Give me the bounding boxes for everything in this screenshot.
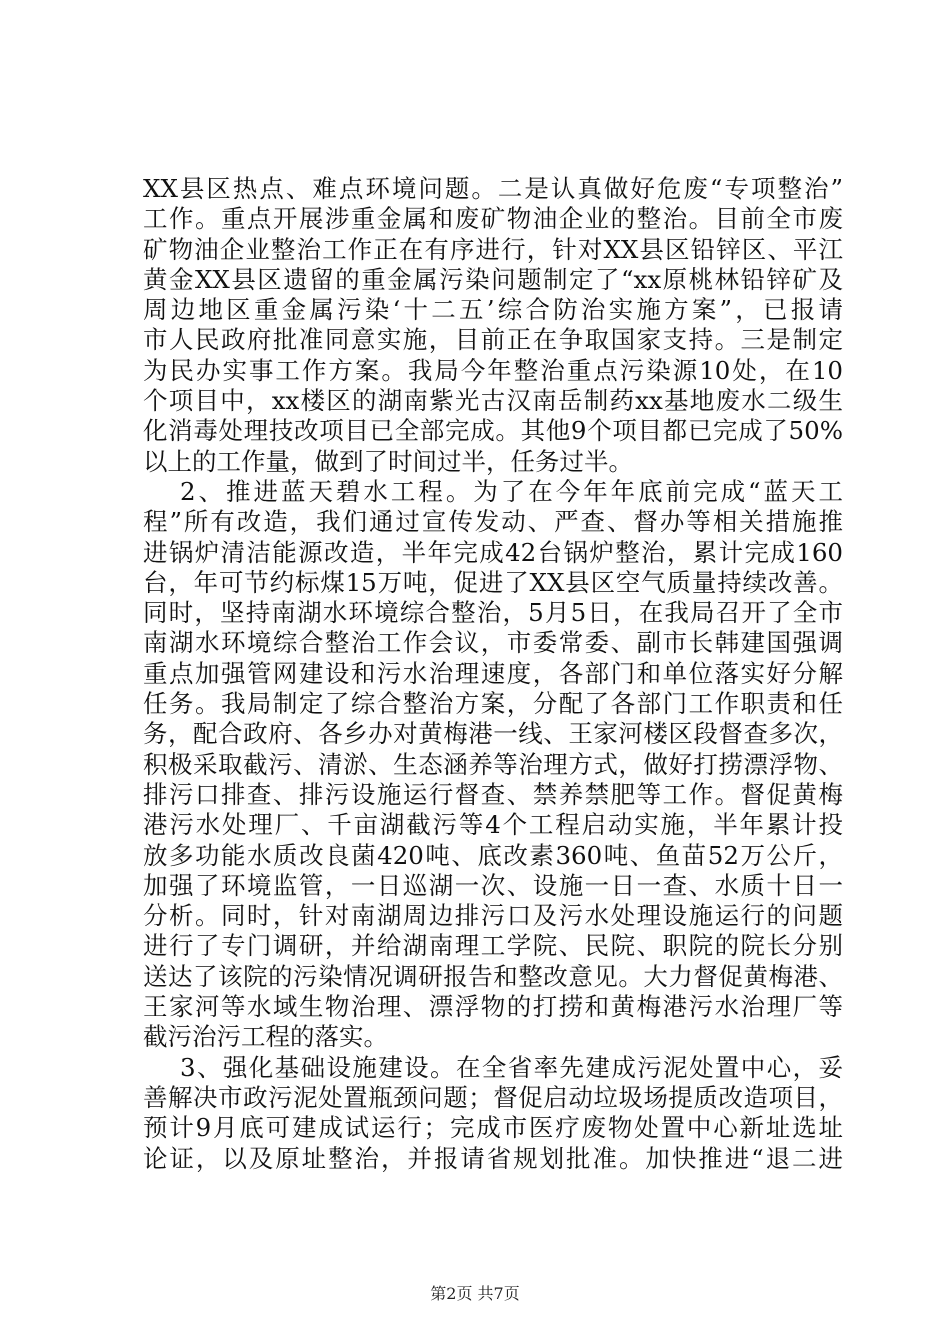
paragraph-start-line: 3、强化基础设施建设。在全省率先建成污泥处置中心，妥 [180,1052,843,1082]
text-line: 同时，坚持南湖水环境综合整治，5月5日，在我局召开了全市 [143,598,843,628]
text-line: 重点加强管网建设和污水治理速度，各部门和单位落实好分解 [143,658,843,688]
text-line: 台，年可节约标煤15万吨，促进了XX县区空气质量持续改善。 [143,567,843,597]
text-line: 预计9月底可建成试运行；完成市医疗废物处置中心新址选址 [143,1113,843,1143]
text-line: 善解决市政污泥处置瓶颈问题；督促启动垃圾场提质改造项目， [143,1082,843,1112]
text-line: 矿物油企业整治工作正在有序进行，针对XX县区铅锌区、平江 [143,234,843,264]
paragraph-start-line: 2、推进蓝天碧水工程。为了在今年年底前完成“蓝天工 [180,476,843,506]
text-line: 王家河等水域生物治理、漂浮物的打捞和黄梅港污水治理厂等 [143,992,843,1022]
text-line: 进行了专门调研，并给湖南理工学院、民院、职院的院长分别 [143,931,843,961]
text-line: 港污水处理厂、千亩湖截污等4个工程启动实施，半年累计投 [143,810,843,840]
body-text [143,174,843,1174]
text-line: 黄金XX县区遗留的重金属污染问题制定了“xx原桃林铅锌矿及 [143,264,843,294]
text-line: 工作。重点开展涉重金属和废矿物油企业的整治。目前全市废 [143,204,843,234]
text-line: 周边地区重金属污染‘十二五’综合防治实施方案”，已报请 [143,295,843,325]
text-line: 截污治污工程的落实。 [143,1022,388,1052]
text-line: 市人民政府批准同意实施，目前正在争取国家支持。三是制定 [143,325,843,355]
text-line: 程”所有改造，我们通过宣传发动、严查、督办等相关措施推 [143,507,843,537]
page-footer: 第2页 共7页 [430,1284,520,1303]
text-line: 论证，以及原址整治，并报请省规划批准。加快推进“退二进 [143,1143,843,1173]
text-line: 南湖水环境综合整治工作会议，市委常委、副市长韩建国强调 [143,628,843,658]
text-line: 放多功能水质改良菌420吨、底改素360吨、鱼苗52万公斤， [143,840,843,870]
text-line: 以上的工作量，做到了时间过半，任务过半。 [143,446,633,476]
text-line: 分析。同时，针对南湖周边排污口及污水处理设施运行的问题 [143,901,843,931]
text-line: 进锅炉清洁能源改造，半年完成42台锅炉整治，累计完成160 [143,537,843,567]
text-line: 化消毒处理技改项目已全部完成。其他9个项目都已完成了50% [143,416,843,446]
text-line: 加强了环境监管，一日巡湖一次、设施一日一查、水质十日一 [143,870,843,900]
text-line: 排污口排查、排污设施运行督查、禁养禁肥等工作。督促黄梅 [143,779,843,809]
text-line: 个项目中，xx楼区的湖南紫光古汉南岳制药xx基地废水二级生 [143,386,843,416]
text-line: XX县区热点、难点环境问题。二是认真做好危废“专项整治” [143,174,843,203]
text-line: 任务。我局制定了综合整治方案，分配了各部门工作职责和任 [143,689,843,719]
text-line: 积极采取截污、清淤、生态涵养等治理方式，做好打捞漂浮物、 [143,749,843,779]
text-line: 务，配合政府、各乡办对黄梅港一线、王家河楼区段督查多次， [143,719,843,749]
text-line: 送达了该院的污染情况调研报告和整改意见。大力督促黄梅港、 [143,961,843,991]
text-line: 为民办实事工作方案。我局今年整治重点污染源10处，在10 [143,355,843,385]
